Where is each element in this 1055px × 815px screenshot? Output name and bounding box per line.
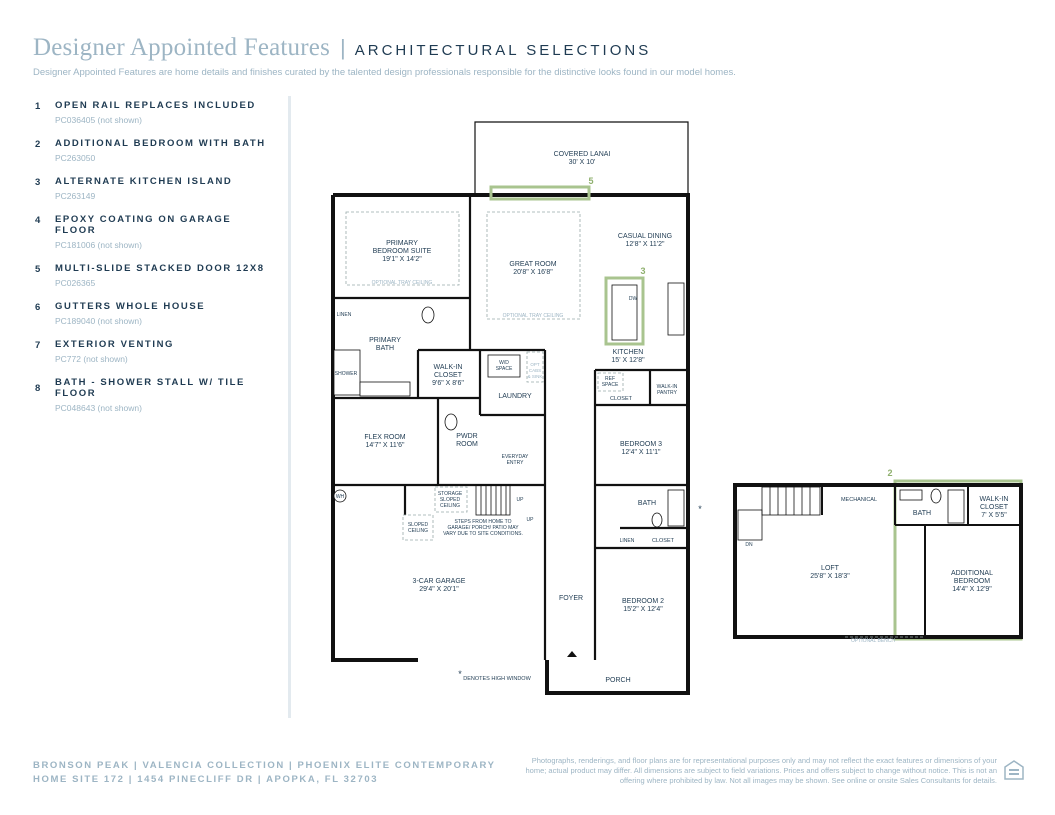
label-garage: 3-CAR GARAGE [412,578,466,585]
label-opt-cabs: OPT [530,362,540,367]
footer-line-1: BRONSON PEAK | VALENCIA COLLECTION | PHOENIX ELITE CONTEMPORARY [33,760,496,771]
label-bed2: BEDROOM 2 [621,598,665,605]
feature-code: PC772 (not shown) [55,354,128,364]
label-walkin-2: CLOSET [433,372,463,379]
feature-code: PC263050 [55,153,96,163]
title-separator: | [340,35,346,60]
highlights [491,187,1021,639]
feature-title: BATH - SHOWER STALL W/ TILE FLOOR [55,377,245,399]
label-laundry: LAUNDRY [498,393,532,400]
label-primary-bath: PRIMARY [369,337,401,344]
label-pwdr-2: ROOM [456,441,478,448]
page-subtitle: ARCHITECTURAL SELECTIONS [354,42,652,59]
kitchen-island [612,285,637,340]
label-dn: DN [745,542,753,548]
label-closet-2: CLOSET [651,538,675,544]
eho-bar-2 [1009,773,1019,775]
upper-toilet [931,489,941,503]
label-primary-suite-dim: 19'1" X 14'2" [382,256,422,263]
label-everyday-2: ENTRY [506,460,524,466]
label-flex-dim: 14'7" X 11'6" [365,442,405,449]
label-steps-1: STEPS FROM HOME TO [454,519,512,525]
page-title: Designer Appointed Features [33,34,331,61]
label-bed3: BEDROOM 3 [619,441,663,448]
label-asterisk-1: * [458,669,462,679]
footer-line-2: HOME SITE 172 | 1454 PINECLIFF DR | APOPKA, FL 32703 [33,774,379,785]
eho-bar-1 [1009,769,1019,771]
badge-5: 5 [588,176,594,186]
label-garage-dim: 29'4" X 20'1" [419,586,459,593]
label-wh: WH [335,494,345,500]
footer-disclaimer: Photographs, renderings, and floor plans are for representational purposes only and may not reflect the exact features or dimensions of your home; actual product may differ. All dimensions are subject to field variations. Prices and offers subject to change without notice. This is not an offering where prohibited by law. Not all images may be shown. See online or onsite Sales Consultants for details. [525,756,997,785]
label-linen-1: LINEN [336,312,352,318]
label-high-window: DENOTES HIGH WINDOW [463,676,531,682]
label-sloped-2: CEILING [407,528,429,534]
feature-title: MULTI-SLIDE STACKED DOOR 12X8 [55,263,265,274]
label-pwdr: PWDR [456,433,478,440]
label-pantry: WALK-IN [656,384,678,390]
label-ref: REF [605,376,615,382]
label-ref-2: SPACE [601,382,619,388]
label-casual-dining: CASUAL DINING [617,233,673,240]
label-walkin2: WALK-IN [979,496,1009,503]
label-bath-1: BATH [637,500,657,507]
stairs-main [476,485,510,515]
label-bed3-dim: 12'4" X 11'1" [621,449,661,456]
feature-number: 4 [35,215,41,226]
label-wd-2: SPACE [495,366,513,372]
label-pantry-2: PANTRY [657,390,677,396]
label-steps-3: VARY DUE TO SITE CONDITIONS. [443,531,523,537]
feature-title: OPEN RAIL REPLACES INCLUDED [55,100,256,111]
upper-tub [948,490,964,523]
stair-box [762,487,820,515]
label-casual-dining-dim: 12'8" X 11'2" [625,241,665,248]
label-primary-suite-2: BEDROOM SUITE [372,248,432,255]
room-labels [335,151,702,684]
label-foyer: FOYER [558,595,584,602]
label-up-2: UP [526,517,534,523]
label-flex: FLEX ROOM [364,434,406,441]
label-linen-2: LINEN [619,538,635,544]
feature-code: PC263149 [55,191,96,201]
feature-title: EXTERIOR VENTING [55,339,175,350]
label-closet-1: CLOSET [609,396,633,402]
feature-title: EPOXY COATING ON GARAGE FLOOR [55,214,232,236]
toilet-3 [652,513,662,527]
label-primary-bath-2: BATH [375,345,395,352]
label-kitchen-dim: 15' X 12'8" [611,357,645,364]
label-bath-2: BATH [912,510,932,517]
label-walkin2-dim: 7' X 5'5" [981,512,1007,519]
upper-labels [745,496,1008,644]
label-steps-2: GARAGE/ PORCH/ PATIO MAY [447,525,519,531]
entry-marker [567,651,577,657]
label-walkin2-2: CLOSET [979,504,1009,511]
equal-housing-icon [1003,759,1025,781]
badge-2: 2 [887,468,893,478]
feature-number: 1 [35,101,41,112]
label-up-1: UP [516,497,524,503]
label-tray-2: OPTIONAL TRAY CEILING [502,313,564,319]
label-storage-2: SLOPED [439,497,461,503]
label-walkin: WALK-IN [433,364,463,371]
label-kitchen: KITCHEN [612,349,644,356]
label-primary-suite: PRIMARY [386,240,418,247]
label-walkin-dim: 9'6" X 8'6" [432,380,464,387]
kitchen-counter [668,283,684,335]
feature-title: ADDITIONAL BEDROOM WITH BATH [55,138,266,149]
label-addl-2: BEDROOM [953,578,991,585]
label-mechanical: MECHANICAL [840,497,878,503]
label-great-room-dim: 20'8" X 16'8" [513,269,553,276]
tub [668,490,684,526]
label-lanai: COVERED LANAI [553,151,611,158]
stair-box-2 [738,510,762,540]
feature-number: 6 [35,302,41,313]
label-loft-dim: 25'8" X 18'3" [810,573,850,580]
label-everyday: EVERYDAY [501,454,529,460]
page-description: Designer Appointed Features are home details and finishes curated by the talented design professionals responsible for the distinctive looks found in our model homes. [33,67,736,78]
label-storage-3: CEILING [439,503,461,509]
feature-number: 8 [35,383,41,394]
label-opt-cabs-2: CABS [528,368,542,373]
feature-number: 5 [35,264,41,275]
toilet-1 [422,307,434,323]
vanity [360,382,410,396]
label-storage: STORAGE [437,491,463,497]
label-lanai-dim: 30' X 10' [568,159,596,166]
label-opt-cabs-3: & SINK [527,374,543,379]
feature-number: 3 [35,177,41,188]
toilet-2 [445,414,457,430]
label-porch: PORCH [605,677,631,684]
feature-code: PC036405 (not shown) [55,115,142,125]
label-great-room: GREAT ROOM [509,261,557,268]
upper-sink [900,490,922,500]
feature-code: PC189040 (not shown) [55,316,142,326]
label-asterisk-2: * [698,504,702,514]
label-addl-dim: 14'4" X 12'9" [952,586,992,593]
feature-number: 7 [35,340,41,351]
feature-code: PC181006 (not shown) [55,240,142,250]
label-bed2-dim: 15'2" X 12'4" [623,606,663,613]
label-addl: ADDITIONAL [950,570,994,577]
label-dw: DW [628,296,638,302]
wall-left [333,195,418,660]
feature-title: GUTTERS WHOLE HOUSE [55,301,206,312]
label-loft: LOFT [821,565,839,572]
label-shower: SHOWER [334,371,358,377]
label-wd: W/D [499,360,509,366]
feature-title: ALTERNATE KITCHEN ISLAND [55,176,233,187]
footer-address [33,759,496,787]
feature-code: PC048643 (not shown) [55,403,142,413]
label-tray-1: OPTIONAL TRAY CEILING [371,280,433,286]
feature-code: PC026365 [55,278,96,288]
label-sloped: SLOPED [407,522,429,528]
badge-3: 3 [640,266,646,276]
feature-number: 2 [35,139,41,150]
label-optional-bench: OPTIONAL BENCH [851,638,895,644]
